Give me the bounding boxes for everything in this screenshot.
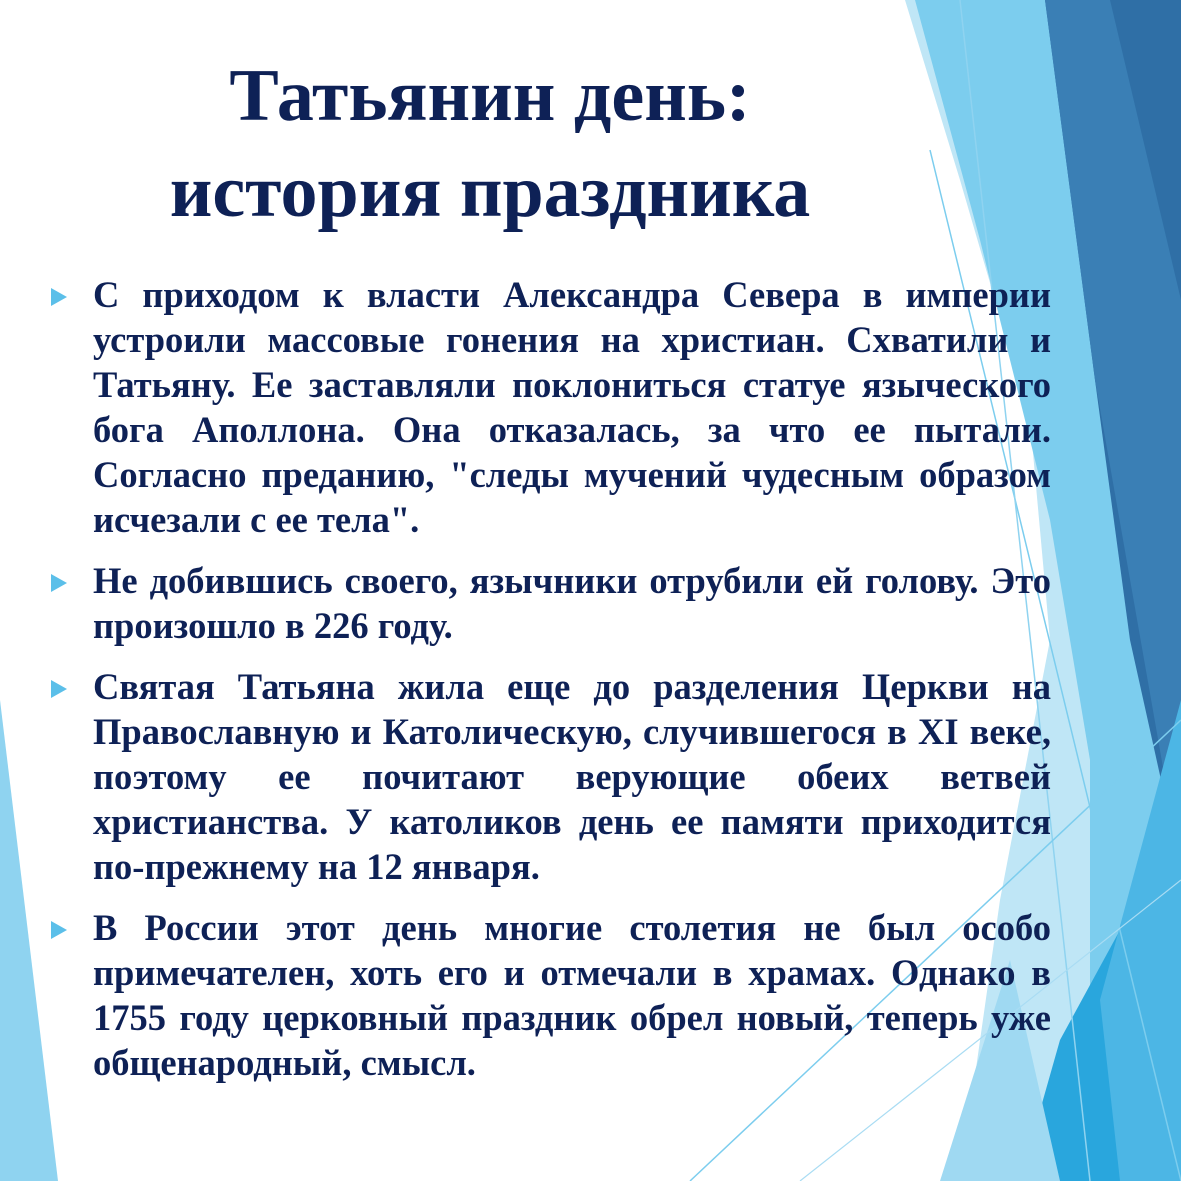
triangle-right-bullet-icon [51, 574, 67, 592]
slide-title-line-2: история праздника [169, 151, 811, 233]
bullet-item [45, 905, 1051, 1085]
bullet-item [45, 664, 1051, 889]
bullet-text: Святая Татьяна жила еще до разделения Церкви на Православную и Католическую, случившегося в XI веке, поэтому ее почитают верующие обеих ветвей христианства. У католиков день ее памяти приходится по-прежнему на 12 января. [93, 666, 1051, 887]
bullet-text: С приходом к власти Александра Севера в империи устроили массовые гонения на христиан. Схватили и Татьяну. Ее заставляли поклониться статуе языческого бога Аполлона. Она отказалась, за что ее пытали. Согласно преданию, "следы мучений чудесным образом исчезали с ее тела". [93, 274, 1051, 540]
triangle-right-bullet-icon [51, 288, 67, 306]
triangle-right-bullet-icon [51, 680, 67, 698]
bullet-text: В России этот день многие столетия не был особо примечателен, хоть его и отмечали в храмах. Однако в 1755 году церковный праздник обрел новый, теперь уже общенародный, смысл. [93, 907, 1051, 1083]
slide-title-line-1: Татьянин день: [229, 55, 751, 137]
triangle-right-bullet-icon [51, 921, 67, 939]
bullet-item [45, 558, 1051, 648]
slide-title [60, 48, 920, 240]
bullet-text: Не добившись своего, язычники отрубили ей голову. Это произошло в 226 году. [93, 560, 1051, 646]
bullet-list [45, 272, 1051, 1101]
bullet-item [45, 272, 1051, 542]
